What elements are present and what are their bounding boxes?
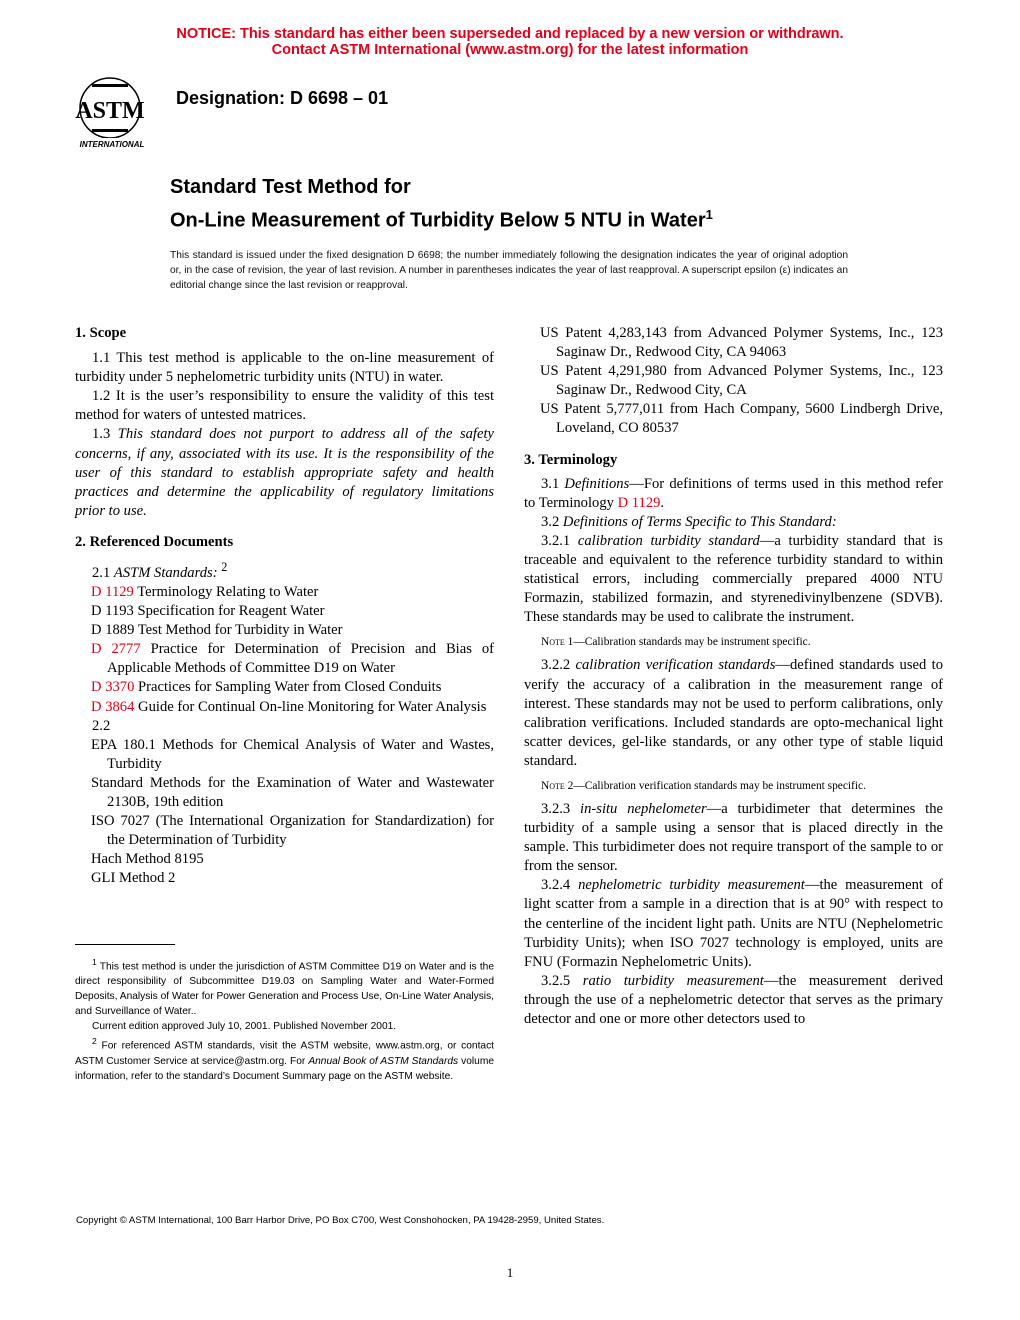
ref-link-d3864[interactable]: D 3864 — [91, 698, 135, 715]
logo-main-text: ASTM — [75, 98, 145, 124]
astm-logo-graphic — [64, 72, 160, 152]
scope-1-1: 1.1 This test method is applicable to the on-line measurement of turbidity under 5 nephelometric turbidity units (NTU) in water. — [75, 350, 494, 386]
notice-line-2: Contact ASTM International (www.astm.org) for the latest information — [271, 42, 749, 58]
ref-link-d2777[interactable]: D 2777 — [91, 641, 141, 658]
patents-list — [524, 324, 943, 439]
astm-standards-list — [75, 583, 494, 717]
right-column — [524, 324, 943, 1029]
other-ref-item: ISO 7027 (The International Organization for Standardization) for the Determination of Turbidity — [91, 813, 494, 849]
patent-item: US Patent 4,283,143 from Advanced Polymer Systems, Inc., 123 Saginaw Dr., Redwood City, CA 94063 — [540, 325, 943, 361]
patent-item: US Patent 4,291,980 from Advanced Polymer Systems, Inc., 123 Saginaw Dr., Redwood City, CA — [540, 363, 943, 399]
other-ref-item: EPA 180.1 Methods for Chemical Analysis of Water and Wastes, Turbidity — [91, 736, 494, 772]
left-column — [75, 324, 494, 888]
term-3-2-2: 3.2.2 calibration verification standards—defined standards used to verify the accuracy of a calibration in the measurement range of interest. These standards may not be used to perform calibrations, only calibration verifications. Included standards are opto-mechanical light scatter devices, gel-like standards, or any other type of stable liquid standard. — [524, 657, 943, 769]
title-line-2: On-Line Measurement of Turbidity Below 5 NTU in Water$^1$ — [170, 207, 713, 232]
term-3-2-5: 3.2.5 ratio turbidity measurement—the measurement derived through the use of a nephelometric detector that serves as the primary detector and one or more other detectors used to — [524, 972, 944, 1027]
ref-link-d3370[interactable]: D 3370 — [91, 679, 135, 696]
other-ref-item: Standard Methods for the Examination of Water and Wastewater 2130B, 19th edition — [91, 774, 494, 811]
refdocs-2-2: 2.2 — [92, 717, 111, 734]
scope-heading: 1. Scope — [75, 325, 127, 341]
footnote-1: $^1$ This test method is under the jurisdiction of ASTM Committee D19 on Water and is the direct responsibility of Subcommittee D19.03 on Sampling Water and Water-Formed Deposits, Analysis of Water for Power Generation and Process Use, On-Line Water Analysis, and Surveillance of Water.. — [75, 957, 494, 1018]
notice-line-1: NOTICE: This standard has either been superseded and replaced by a new version or withdrawn. — [176, 26, 844, 42]
footnotes — [75, 955, 494, 1084]
other-standards-list — [75, 736, 494, 889]
ref-item: D 1889 Test Method for Turbidity in Water — [91, 622, 343, 639]
document-title — [170, 174, 713, 235]
title-footnote-mark: 1 — [705, 207, 713, 222]
refdocs-heading: 2. Referenced Documents — [75, 533, 234, 550]
intro-paragraph: This standard is issued under the fixed designation D 6698; the number immediately following the designation indicates the year of original adoption or, in the case of revision, the year of last revision. A number in parentheses indicates the year of last reapproval. A superscript epsilon (ε) indicates an editorial change since the last revision or reapproval. — [170, 250, 848, 291]
astm-logo — [64, 72, 160, 152]
ref-item: D 1129 Terminology Relating to Water — [91, 583, 319, 600]
ref-item: D 3864 Guide for Continual On-line Monitoring for Water Analysis — [91, 698, 487, 715]
other-ref-item: GLI Method 2 — [91, 870, 176, 887]
ref-item: D 3370 Practices for Sampling Water from Closed Conduits — [91, 679, 442, 696]
ref-link-d1129[interactable]: D 1129 — [91, 583, 134, 600]
withdrawal-notice — [0, 26, 1020, 58]
ref-item: D 2777 Practice for Determination of Precision and Bias of Applicable Methods of Committee D19 on Water — [91, 641, 494, 677]
term-3-2-4: 3.2.4 nephelometric turbidity measurement—the measurement of light scatter from a sample in a direction that is at 90° with respect to the centerline of the incident light path. Units are NTU (Nephelometric Turbidity Units); when ISO 7027 technology is employed, units are FNU (Formazin Nephelometric Units). — [524, 877, 943, 970]
term-3-2-1: 3.2.1 calibration turbidity standard—a turbidity standard that is traceable and equivalent to the reference turbidity standard to within statistical errors, including commercially prepared 4000 NTU Formazin, stabilized formazin, and styrenedivinylbenzene (SDVB). These standards may be used to calibrate the instrument. — [524, 532, 943, 626]
page-number: 1 — [506, 1265, 514, 1280]
footnote-2: $^2$ For referenced ASTM standards, visit the ASTM website, www.astm.org, or contact ASTM Customer Service at service@astm.org. For Annual Book of ASTM Standards volume information, refer to the standard’s Document Summary page on the ASTM website. — [75, 1036, 494, 1082]
designation: Designation: D 6698 – 01 — [176, 88, 389, 108]
title-line-1: Standard Test Method for — [170, 176, 411, 198]
refdocs-2-1: 2.1 ASTM Standards: $^2$ — [92, 560, 228, 581]
term-3-1: 3.1 Definitions—For definitions of terms used in this method refer to Terminology D 1129. — [524, 475, 943, 511]
ref-item: D 1193 Specification for Reagent Water — [91, 603, 325, 620]
note-1: Note 1—Calibration standards may be instrument specific. — [541, 636, 811, 649]
term-3-2: 3.2 Definitions of Terms Specific to This Standard: — [541, 513, 837, 530]
footnote-rule — [75, 944, 175, 945]
copyright-line: Copyright © ASTM International, 100 Barr Harbor Drive, PO Box C700, West Conshohocken, PA 19428-2959, United States. — [76, 1215, 605, 1226]
note-2: Note 2—Calibration verification standards may be instrument specific. — [541, 779, 866, 792]
term-3-2-3: 3.2.3 in-situ nephelometer—a turbidimeter that determines the turbidity of a sample using a sensor that is placed directly in the sample. This turbidimeter does not require transport of the sample to or from the sensor. — [524, 800, 943, 875]
logo-sub-text: INTERNATIONAL — [79, 140, 145, 149]
term-link-d1129[interactable]: D 1129 — [617, 494, 661, 511]
terminology-heading: 3. Terminology — [524, 451, 618, 468]
other-ref-item: Hach Method 8195 — [91, 851, 204, 868]
scope-1-2: 1.2 It is the user’s responsibility to ensure the validity of this test method for waters of untested matrices. — [75, 388, 494, 424]
patent-item: US Patent 5,777,011 from Hach Company, 5600 Lindbergh Drive, Loveland, CO 80537 — [540, 401, 943, 437]
footnote-1-edition: Current edition approved July 10, 2001. Published November 2001. — [92, 1021, 397, 1033]
scope-1-3: 1.3 This standard does not purport to address all of the safety concerns, if any, associated with its use. It is the responsibility of the user of this standard to establish appropriate safety and health practices and determine the applicability of regulatory limitations prior to use. — [75, 426, 494, 519]
